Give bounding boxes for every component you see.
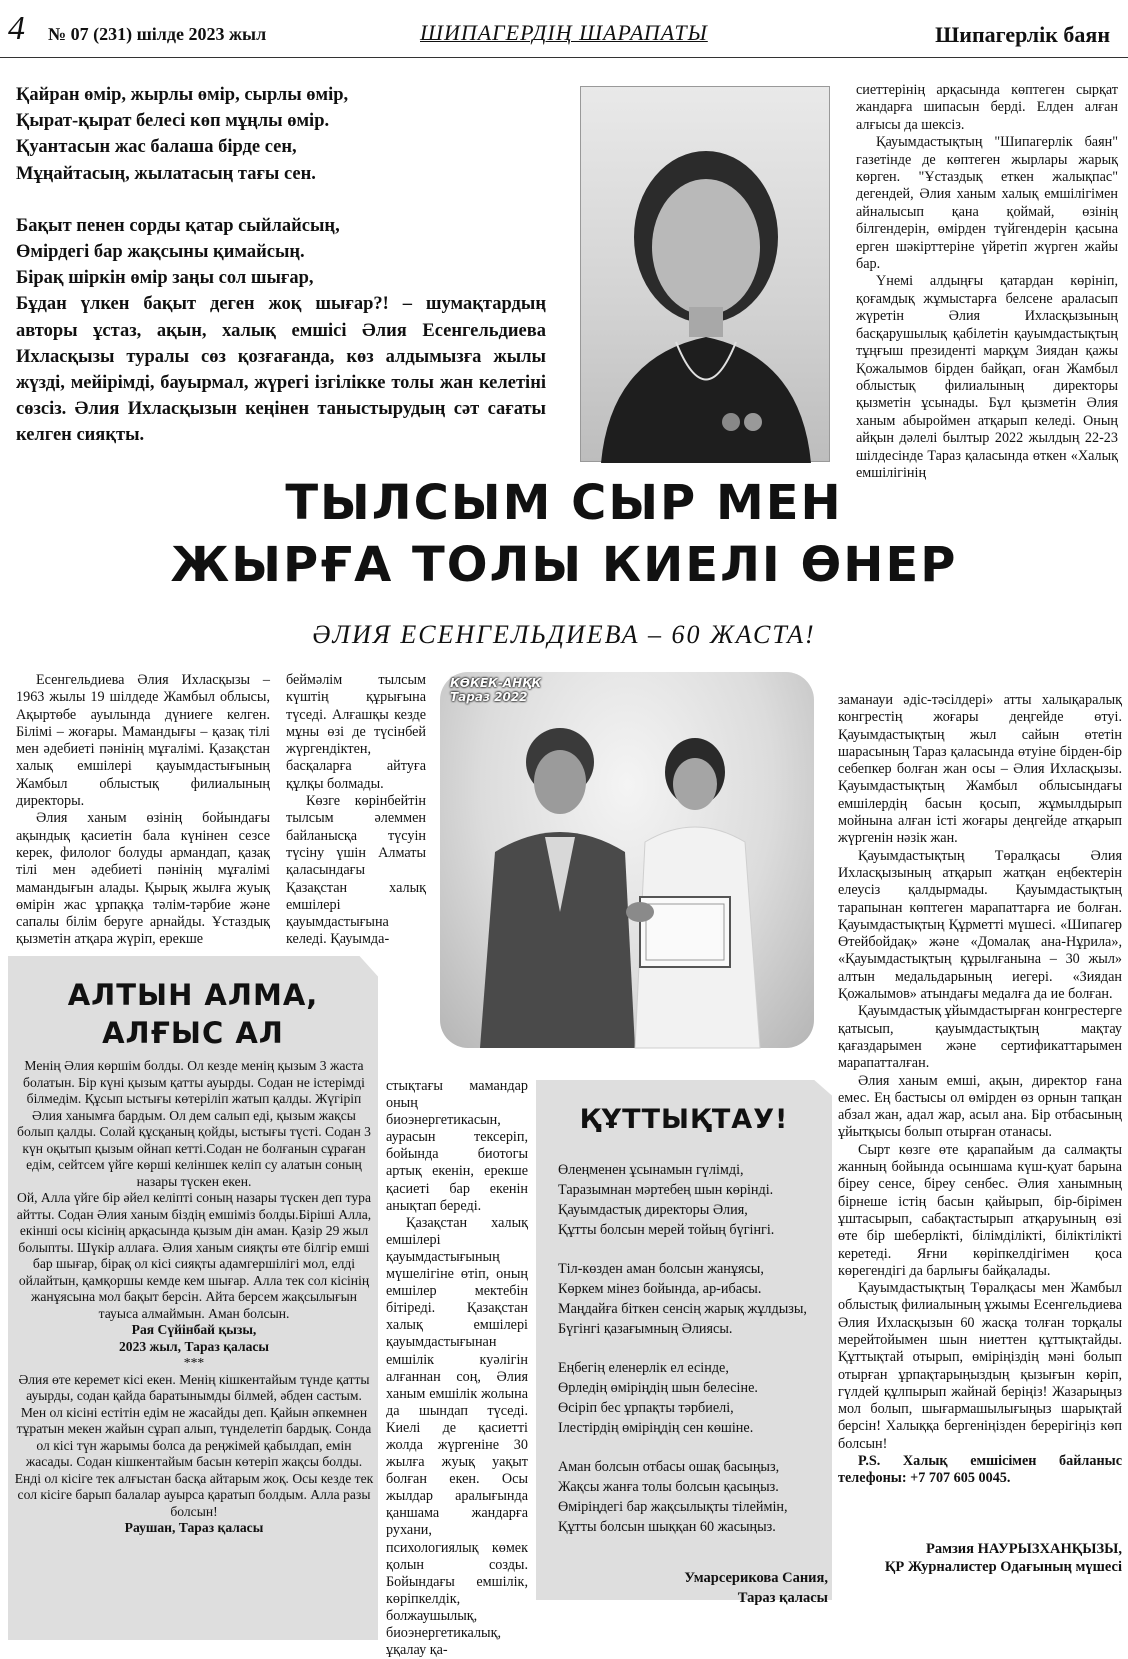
signature-name: Рая Сүйінбай қызы, xyxy=(131,1322,257,1337)
poem-line: Өміріңдегі бар жақсылықты тілеймін, xyxy=(558,1499,788,1515)
paragraph: Әлия өте керемет кісі екен. Менің кішкентайым түнде қатты ауырды, содан қайда баратынымды білмей, әбден састым. Мен ол кісіні естітін едім не жасайды деп. Қайын әпкемнен тұратын мекен жайын сұрап алып, түнделетіп бардық. Сонда ол кісі түн жарымы болса да реңжімей қабылдап, емін жасады. Содан кішкентайым басын көтеріп жақсы болды. Енді ол кісіге тек алғыстан басқа айтарым жоқ. Осы кезде тек сол кісіге барып балалар ауырса қаратып болдым. Алла разы болсын! xyxy=(14,1371,374,1519)
award-illustration xyxy=(440,672,814,1048)
poem-line: Қырат-қырат белесі көп мұңлы өмір. xyxy=(16,111,330,132)
separator-stars: *** xyxy=(183,1355,205,1370)
poem-line: Қайран өмір, жырлы өмір, сырлы өмір, xyxy=(16,85,349,105)
article-author xyxy=(838,1540,1122,1576)
alma-title xyxy=(8,976,378,1052)
portrait-illustration xyxy=(581,87,831,463)
section-title: Шипагерлік баян xyxy=(935,22,1110,47)
congrats-poem xyxy=(558,1160,828,1556)
poem-line: Бақыт пенен сорды қатар сыйлайсың, xyxy=(16,215,340,236)
headline-subtitle: ӘЛИЯ ЕСЕНГЕЛЬДИЕВА – 60 ЖАСТА! xyxy=(312,620,816,649)
paragraph: Көзге көрінбейтін тылсым әлеммен байланысқа түсуін түсіну үшін Алматы қаласындағы Қазақстан халық емшілері қауымдастығына келеді. Қауымда- xyxy=(286,793,426,948)
poem-line: Көркем мінез бойында, ар-ибасы. xyxy=(558,1281,762,1297)
poem-line: Қуантасын жас балаша бірде сен, xyxy=(16,137,297,158)
paragraph: Есенгельдиева Әлия Ихласқызы – 1963 жылы 19 шілдеде Жамбыл облысы, Ақыртөбе ауылында дүниеге келген. Білімі – жоғары. Мамандығы – қазақ тілі мен әдебиеті пәнінің мұғалімі. Қазақстан халық емшілері қауымдастығының Жамбыл облыстық филиалының директоры. xyxy=(16,672,270,810)
photo-watermark xyxy=(450,676,541,704)
paragraph: Қауымдастықтың Төралқасы мен Жамбыл облыстық филиалының ұжымы Есенгельдиева Әлия Ихласқызын 60 жасқа толған торқалы мерейтойымен шын ниеттен құттықтайды. Құттықтай отырып, өміріңіздің мәні болып отырған ұрпақтарыңыздың қызығын көріп, гүлдей құлпырып жайнай беріңіз! Жазарыңыз мол болып, шығармашылығыңыз шарықтай берсін! Халыққа бергеніңізден берерігіңіз көп болсын! xyxy=(838,1280,1122,1452)
paragraph: Қауымдастық ұйымдастырған конгрестерге қатысып, қауымдастықтың мақтау қағаздарымен және сертификаттарымен марапатталған. xyxy=(838,1003,1122,1072)
award-photo xyxy=(440,672,814,1048)
signature-place: Тараз қаласы xyxy=(737,1590,828,1606)
poem-line: Маңдайға біткен сенсің жарық жұлдызы, xyxy=(558,1301,807,1317)
paragraph: Әлия ханым өзінің бойындағы ақындық қасиетін бала күнінен сезсе керек, филолог болуды армандап, қазақ тілі мен әдебиеті пәнінің мұғалімі мамандығын алады. Қырық жылға жуық өмірін жас ұрпаққа тәлім-тәрбие және сапалы білім беруге арнайды. Ұстаздық қызметін атқара жүріп, ерекше xyxy=(16,810,270,948)
headline-line-1: ТЫЛСЫМ СЫР МЕН xyxy=(285,475,843,531)
intro-poem xyxy=(16,82,546,449)
ps-contact: P.S. Халық емшісімен байланыс телефоны: +7 707 605 0045. xyxy=(838,1453,1122,1487)
poem-line: Таразымнан мәртебең шын көрінді. xyxy=(558,1182,774,1198)
author-name: Рамзия НАУРЫЗХАНҚЫЗЫ, xyxy=(926,1541,1122,1557)
watermark-line-2: Тараз 2022 xyxy=(450,690,528,704)
poem-line: Жақсы жанға толы болсын қасыңыз. xyxy=(558,1479,779,1495)
paragraph: стықтағы мамандар оның биоэнергетикасын, аурасын тексеріп, бойында биотогы артық екенін, ерекше қасиеті бар екенін анықтап береді. xyxy=(386,1078,528,1214)
paragraph: Үнемі алдыңғы қатардан көрініп, қоғамдық жұмыстарға белсене араласып жүретін Әлия Ихласқызының басқарушылық қабілетін қауымдастықтың тұңғыш президенті марқұм Зиядан қажы Қожалымов бірден байқап, оған Жамбыл облыстық филиалының директоры қызметін ұсынады. Бұл қызметін Әлия ханым абыроймен атқарып келеді. Оның айқын дәлелі былтыр 2022 жылдың 22-23 шілдесінде Тараз қаласында өткен «Халық емшілігінің xyxy=(856,273,1118,481)
author-title: ҚР Журналистер Одағының мүшесі xyxy=(884,1559,1122,1575)
poem-line: Ілестірдің өміріңдің сен көшіне. xyxy=(558,1420,754,1436)
column-4 xyxy=(838,692,1122,1488)
paragraph: заманауи әдіс-тәсілдері» атты халықаралық конгрестің жоғары деңгейде өтуі. Қауымдастықтың жыл сайын өтетін шарасының Тараз қаласында өтуіне бірден-бір себепкер болған жан осы – Әлия Ихласқызы. Қауымдастықтың Жамбыл облысындағы емшілердің басын қосып, жұмылдырып мойнына алған істі жоғары деңгейде атқарып жүргенін нәзік жан. xyxy=(838,692,1122,847)
alma-text xyxy=(14,1058,374,1537)
column-2 xyxy=(286,672,426,949)
congrats-title: ҚҰТТЫҚТАУ! xyxy=(579,1104,789,1135)
poem-line: Өсіріп бес ұрпақты тәрбиелі, xyxy=(558,1400,734,1416)
poem-line: Қауымдастық директоры Әлия, xyxy=(558,1202,748,1218)
newspaper-name: ШИПАГЕРДІҢ ШАРАПАТЫ xyxy=(420,20,708,45)
poem-line: Құтты болсын мерей тойың бүгінгі. xyxy=(558,1222,775,1238)
page-number: 4 xyxy=(8,10,25,47)
column-1 xyxy=(16,672,270,949)
paragraph: Қауымдастықтың Төралқасы Әлия Ихласқызының атқарып жатқан еңбектерін елеусіз қалдырмады. Қауымдастықтың тарапынан көптеген марапаттарға ие болған. Қауымдастықтың Құрметті мүшесі. «Шипагер Өтейбойдақ» және «Домалақ ана-Нұрила», «Қауымдастықтың құрылғанына – 30 жыл» алтын медальдарының иегері. «Зиядан Қожалымов» атындағы медалға да ие болған. xyxy=(838,847,1122,1003)
poem-line: Тіл-көзден аман болсын жанұясы, xyxy=(558,1261,764,1277)
paragraph: сиеттерінің арқасында көптеген сырқат жандарға шипасын берді. Елден алған алғысы да шексіз. xyxy=(856,82,1118,133)
headline-line-2: ЖЫРҒА ТОЛЫ КИЕЛІ ӨНЕР xyxy=(170,537,958,593)
signature-name: Умарсерикова Сания, xyxy=(684,1570,828,1586)
poem-line: Бүгінгі қазағымның Әлиясы. xyxy=(558,1321,733,1337)
poem-line: Еңбегің еленерлік ел есінде, xyxy=(558,1360,729,1376)
poem-line: Өрледің өміріңдің шын белесіне. xyxy=(558,1380,758,1396)
paragraph: Әлия ханым емші, ақын, директор ғана емес. Ең бастысы ол өмірден өз орнын тапқан абзал жан, адал жар, асыл ана. Бір отбасының ұйытқысы болып отырған отанасы. xyxy=(838,1072,1122,1141)
poem-stanza-3 xyxy=(558,1358,828,1438)
intro-stanza-1 xyxy=(16,82,546,187)
main-headline xyxy=(0,472,1128,596)
paragraph: Ой, Алла үйге бір әйел келіпті соның назары түскен деп тура айтты. Содан Әлия ханым біздің емшіміз болды.Біріші Алла, екінші осы кісінің арқасында қызым дін аман. Қазір 29 жыл болыпты. Шүкір аллаға. Әлия ханым сияқты өте білгір емші бар шығар, бірақ ол кісі сияқты адамгершілігі мол, елді ойлайтын, қамқоршы кемде кем шығар. Алла тек сол кісінің жанұясына мол бақыт берсін. Айта берсем жақсылығын тауыса алмаймын. Аман болсын. xyxy=(16,1190,372,1321)
poem-stanza-1 xyxy=(558,1160,828,1240)
column-right-top xyxy=(856,82,1118,482)
column-middle xyxy=(386,1078,528,1659)
paragraph: беймәлім тылсым күштің құрығына түседі. Алғашқы кезде мұны өзі де түсінбей жүргендіктен, басқаларға айтуға құлқы болмады. xyxy=(286,672,426,792)
paragraph: Қазақстан халық емшілері қауымдастығының мүшелігіне өтіп, оның емшілер мектебін бітіреді. Қазақстан халық емшілері қауымдастығынан емшілік куәлігін алғаннан соң, Әлия ханым емшілік жолына да шындап түседі. Киелі де қасиетті жолда жүргеніне 30 жылға жуық уақыт болған екен. Осы жылдар аралығында қаншама жандарға рухани, психологиялық көмек қолын созды. Бойындағы емшілік, көріпкелдік, болжаушылық, биоэнергетикалық, ұқалау қа- xyxy=(386,1214,528,1659)
poem-line: Өлеңменен ұсынамын гүлімді, xyxy=(558,1162,744,1178)
alma-title-line-2: АЛҒЫС АЛ xyxy=(102,1016,284,1050)
signature: Раушан, Тараз қаласы xyxy=(124,1520,264,1535)
congrats-signature xyxy=(536,1568,832,1608)
alma-title-line-1: АЛТЫН АЛМА, xyxy=(67,978,319,1012)
signature-place: 2023 жыл, Тараз қаласы xyxy=(118,1338,270,1354)
paragraph: Сырт көзге өте қарапайым да салмақты жанның бойында осыншама күш-қуат барына біреу сенсе, біреу сенбес. Әлия ханымның бірнеше істің басын қайырып, бір-бірімен ұштасырып, сабақтастырып атқаруының өзі өте бір шеберлікті, білімділікті, біліктілікті керетеді. Яғни көріпкелдігімен қоса көрегендігі да барлығы байқалады. xyxy=(838,1141,1122,1279)
poem-stanza-2 xyxy=(558,1259,828,1339)
poem-line: Мұңайтасың, жылатасың тағы сен. xyxy=(16,163,316,184)
poem-line: Аман болсын отбасы ошақ басыңыз, xyxy=(558,1459,780,1475)
paragraph: Менің Әлия көршім болды. Ол кезде менің қызым 3 жаста болатын. Бір күні қызым қатты ауырды. Содан не істерімді білмедім. Құсып ыстығы көтеріліп жатып қалды. Жүгіріп Әлия ханымға бардым. Ол дем салып еді, қызым жақсы болып қалды. Солай құсқаның қойды, ыстығы түсті. Содан 3 күн оқытып қызым ойнап кетті.Содан не болғанын сұраған едім, сейтсем үйге көрші келіншек келіп су алатын соның назары түскен екен. xyxy=(17,1058,371,1189)
paragraph: Қауымдастықтың "Шипагерлік баян" газетінде де көптеген жырлары жарық көрген. "Ұстаздық еткен жалықпас" дегендей, Әлия ханым халық емшілігімен айналысып қана қоймай, өзінің білгендерін, өмірден түйгендерін қасына ерген шәкірттеріне үйретіп жүрген жайы бар. xyxy=(856,134,1118,273)
intro-closing: Бұдан үлкен бақыт деген жоқ шығар?! – шумақтардың авторы ұстаз, ақын, халық емшісі Әлия Есенгельдиева Ихласқызы туралы сөз қозғағанда, көз алдымызға жылы жүзді, мейірімді, бауырмал, жүрегі ізгілікке толы жан келетіні сөзсіз. Әлия Ихласқызын кеңінен таныстырудың сәт сағаты келген сияқты. xyxy=(16,294,546,446)
poem-line: Құтты болсын шыққан 60 жасыңыз. xyxy=(558,1519,776,1535)
poem-stanza-4 xyxy=(558,1457,828,1537)
poem-line: Өмірдегі бар жақсыны қимайсың. xyxy=(16,242,305,263)
poem-line: Бірақ шіркін өмір заңы сол шығар, xyxy=(16,268,314,289)
intro-stanza-2 xyxy=(16,213,546,449)
watermark-line-1: КӨКЕК-АНҚК xyxy=(450,676,542,690)
portrait-photo xyxy=(580,86,830,462)
issue-info: № 07 (231) шілде 2023 жыл xyxy=(48,24,267,44)
